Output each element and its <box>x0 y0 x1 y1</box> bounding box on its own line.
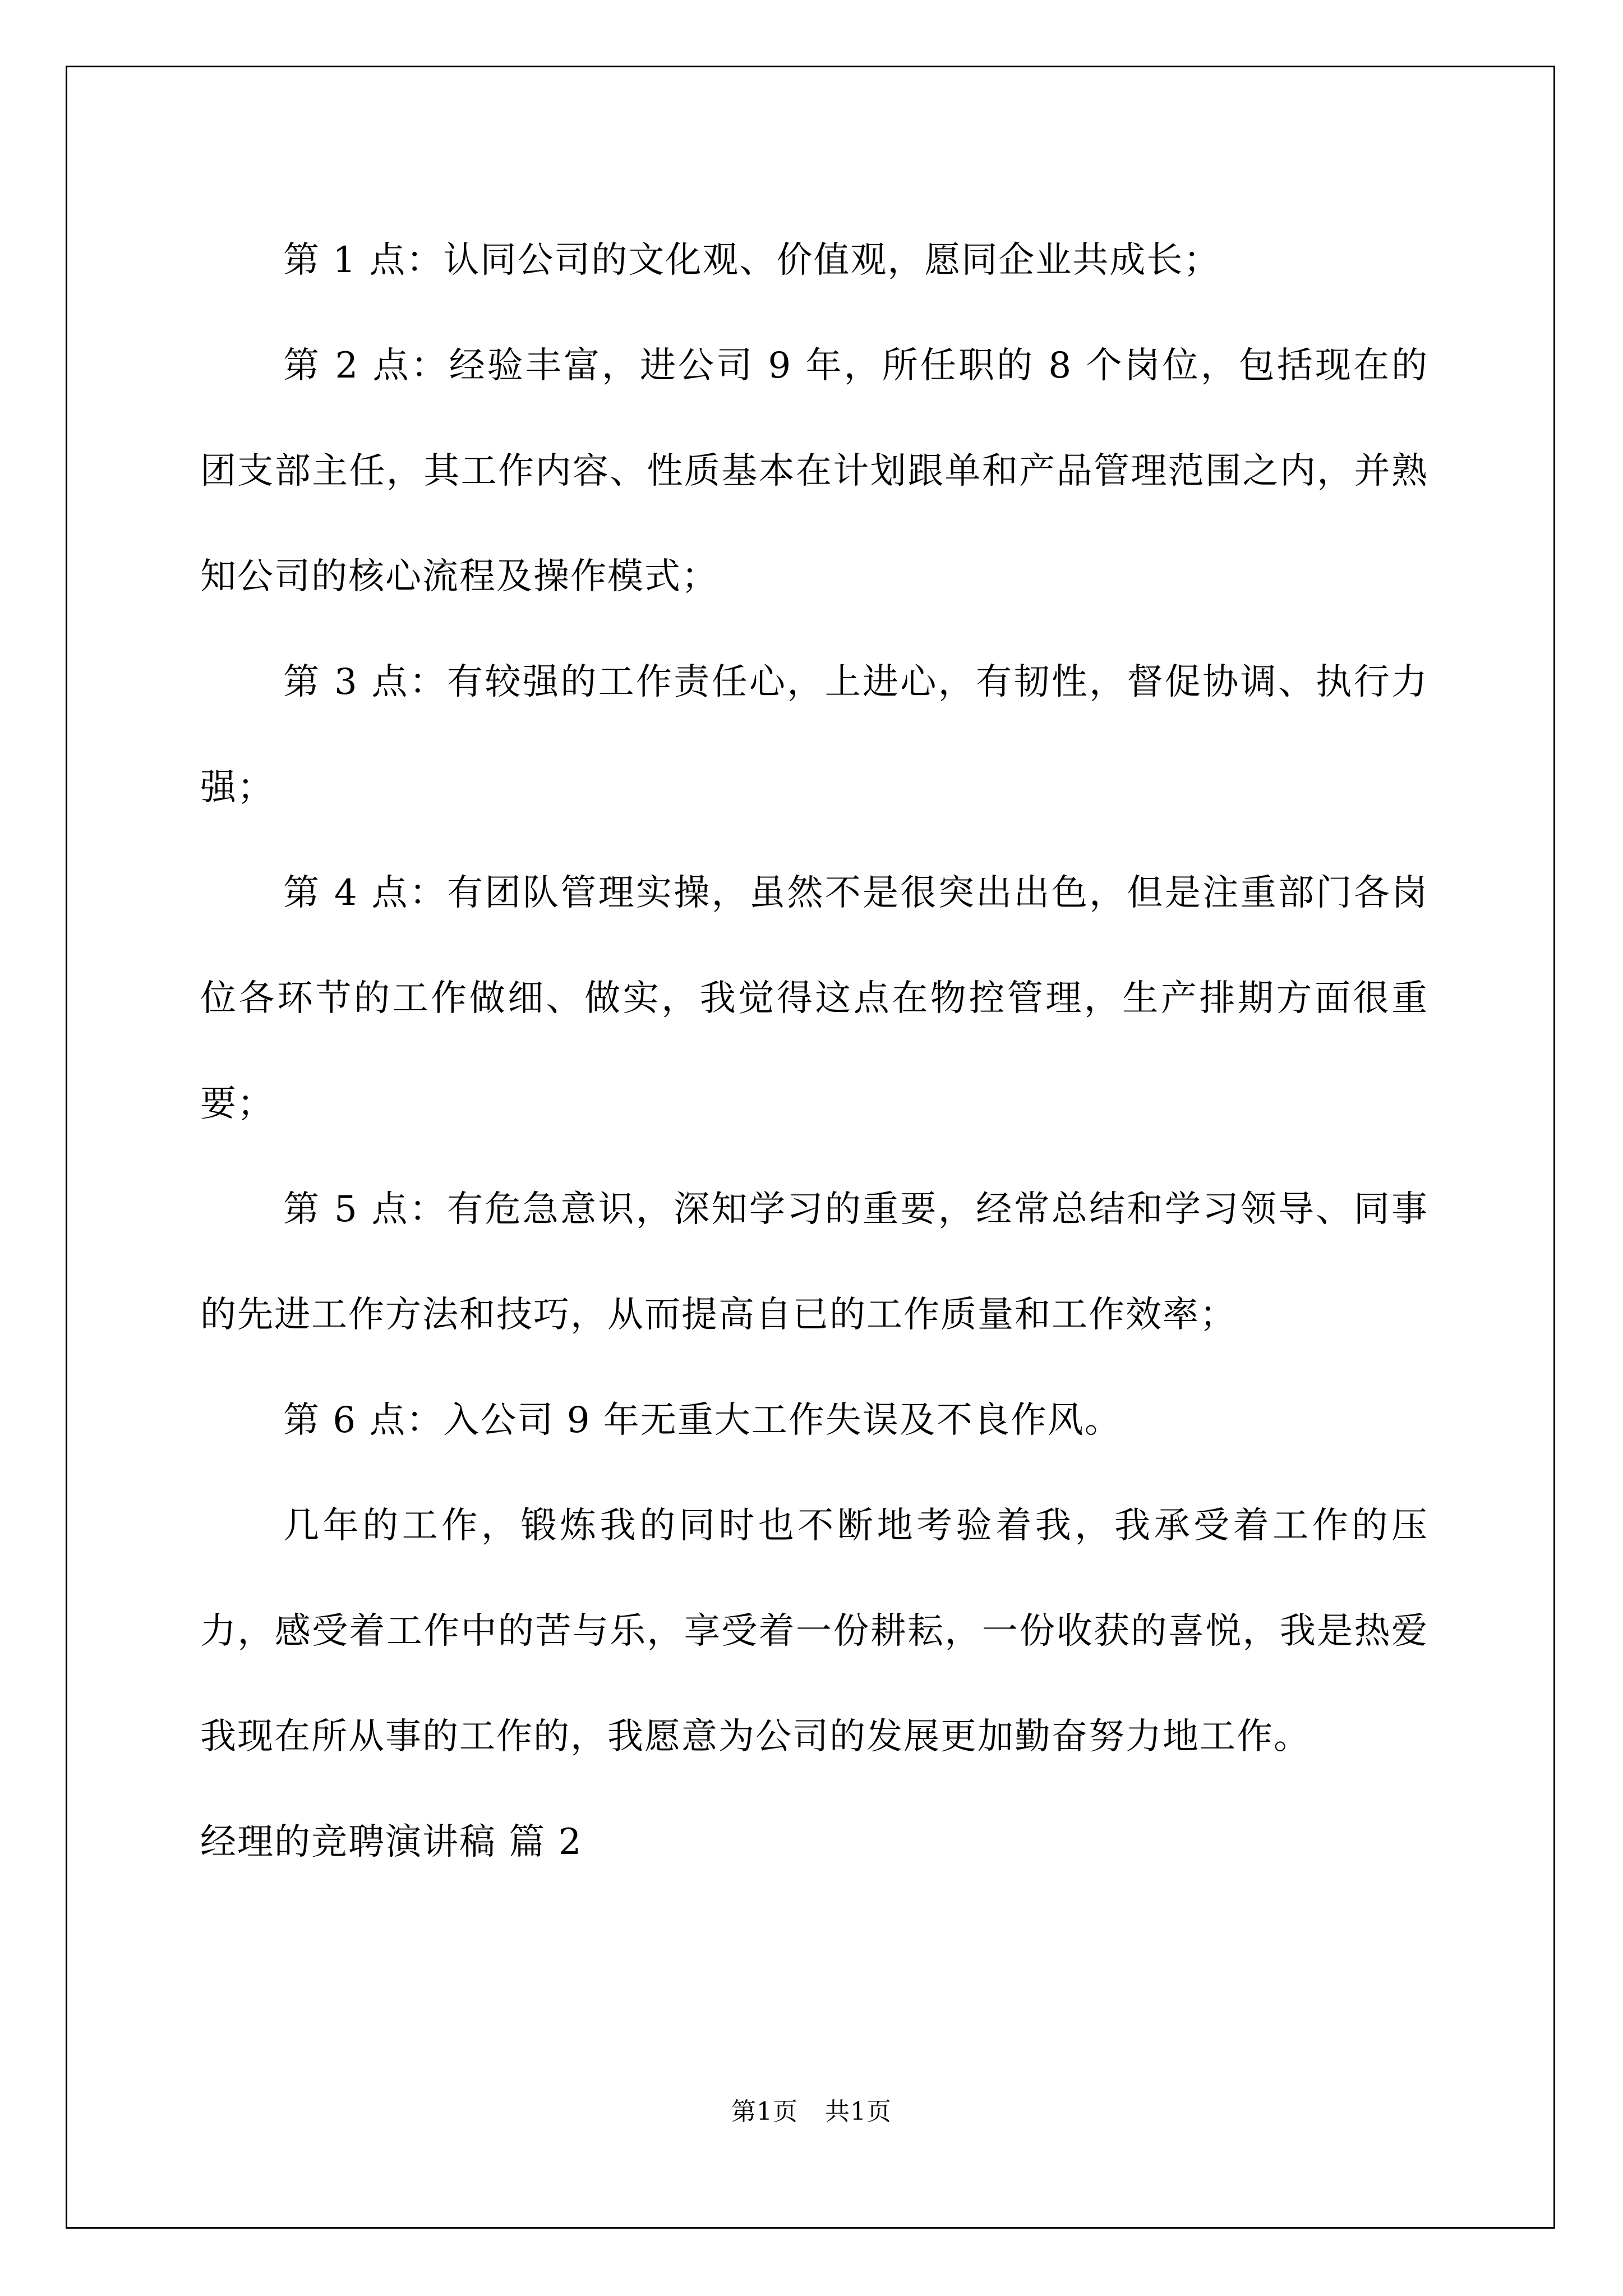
page-footer <box>0 2095 1623 2129</box>
paragraph-summary: 几年的工作，锻炼我的同时也不断地考验着我，我承受着工作的压力，感受着工作中的苦与乐，享受着一份耕耘，一份收获的喜悦，我是热爱我现在所从事的工作的，我愿意为公司的发展更加勤奋努力地工作。 <box>200 1505 1428 1757</box>
paragraph-point-5: 第 5 点：有危急意识，深知学习的重要，经常总结和学习领导、同事的先进工作方法和技巧，从而提高自已的工作质量和工作效率； <box>200 1189 1428 1336</box>
paragraph-point-2: 第 2 点：经验丰富，进公司 9 年，所任职的 8 个岗位，包括现在的团支部主任，其工作内容、性质基本在计划跟单和产品管理范围之内，并熟知公司的核心流程及操作模式； <box>200 345 1428 597</box>
page-number-total: 共1页 <box>825 2097 892 2126</box>
document-body <box>200 208 1428 1895</box>
paragraph-point-3: 第 3 点：有较强的工作责任心，上进心，有韧性，督促协调、执行力强； <box>200 661 1428 808</box>
paragraph-point-6: 第 6 点：入公司 9 年无重大工作失误及不良作风。 <box>283 1400 1122 1441</box>
paragraph-point-1: 第 1 点：认同公司的文化观、价值观，愿同企业共成长； <box>283 240 1221 281</box>
section-heading: 经理的竞聘演讲稿 篇 2 <box>200 1821 583 1863</box>
paragraph-point-4: 第 4 点：有团队管理实操，虽然不是很突出出色，但是注重部门各岗位各环节的工作做细、做实，我觉得这点在物控管理，生产排期方面很重要； <box>200 872 1428 1125</box>
page-number-current: 第1页 <box>731 2097 798 2126</box>
